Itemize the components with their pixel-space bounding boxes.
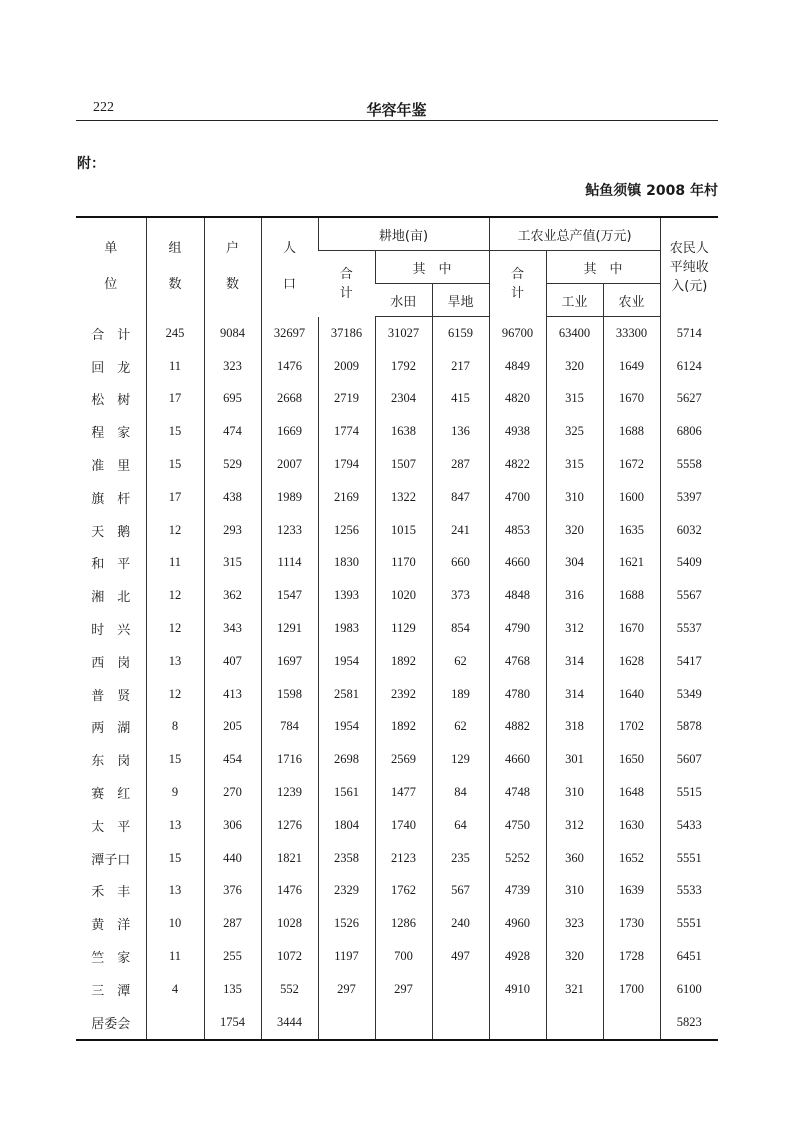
- table-cell: 5252: [489, 842, 546, 875]
- table-cell: [432, 973, 489, 1006]
- table-cell: 17: [146, 383, 204, 416]
- table-row: [76, 317, 718, 350]
- table-cell: 1804: [318, 809, 375, 842]
- table-cell: 4750: [489, 809, 546, 842]
- table-row: [76, 743, 718, 776]
- table-cell: 310: [546, 875, 603, 908]
- table-cell: 784: [261, 711, 318, 744]
- unit-name-cell: 旗 杆: [91, 491, 131, 507]
- table-cell: 135: [204, 973, 261, 1006]
- unit-name-cell: 普 贤: [91, 688, 131, 704]
- table-cell: 2304: [375, 383, 432, 416]
- table-row: [76, 645, 718, 678]
- table-cell: 4660: [489, 743, 546, 776]
- table-cell: 1672: [603, 448, 660, 481]
- unit-name-cell: 时 兴: [91, 623, 131, 639]
- table-cell: 2581: [318, 678, 375, 711]
- unit-name-cell: 竺 家: [91, 951, 131, 967]
- header-output: 工农业总产值(万元): [489, 217, 660, 251]
- table-cell: 1635: [603, 514, 660, 547]
- table-cell: 1239: [261, 776, 318, 809]
- table-cell: 315: [546, 383, 603, 416]
- table-cell: 323: [204, 350, 261, 383]
- table-cell: 4700: [489, 481, 546, 514]
- table-cell: 4910: [489, 973, 546, 1006]
- table-cell: 4848: [489, 579, 546, 612]
- table-cell: 245: [146, 317, 204, 350]
- unit-name-cell: 准 里: [91, 459, 131, 475]
- table-row: [76, 1006, 718, 1040]
- table-cell: 373: [432, 579, 489, 612]
- table-cell: 5823: [660, 1006, 718, 1040]
- header-farmland-of-which: 其 中: [375, 251, 489, 284]
- table-cell: 37186: [318, 317, 375, 350]
- header-output-total: 合 计: [489, 251, 546, 317]
- table-cell: 376: [204, 875, 261, 908]
- table-cell: 4: [146, 973, 204, 1006]
- table-cell: 1507: [375, 448, 432, 481]
- table-cell: 1954: [318, 711, 375, 744]
- table-cell: 847: [432, 481, 489, 514]
- table-cell: 4739: [489, 875, 546, 908]
- table-cell: 15: [146, 448, 204, 481]
- table-row: [76, 415, 718, 448]
- table-cell: 4928: [489, 940, 546, 973]
- table-cell: 306: [204, 809, 261, 842]
- table-cell: 13: [146, 875, 204, 908]
- table-cell: 2169: [318, 481, 375, 514]
- unit-name-cell: 合 计: [91, 327, 131, 343]
- table-row: [76, 481, 718, 514]
- table-cell: 297: [375, 973, 432, 1006]
- table-cell: 5533: [660, 875, 718, 908]
- table-cell: 360: [546, 842, 603, 875]
- table-cell: 1598: [261, 678, 318, 711]
- table-cell: 1792: [375, 350, 432, 383]
- table-cell: 1688: [603, 415, 660, 448]
- table-cell: 96700: [489, 317, 546, 350]
- table-cell: [489, 1006, 546, 1040]
- table-cell: 320: [546, 350, 603, 383]
- table-cell: [603, 1006, 660, 1040]
- table-cell: 12: [146, 514, 204, 547]
- table-cell: 1628: [603, 645, 660, 678]
- table-cell: 4938: [489, 415, 546, 448]
- table-cell: 6032: [660, 514, 718, 547]
- table-cell: 1688: [603, 579, 660, 612]
- table-cell: 12: [146, 612, 204, 645]
- table-row: [76, 547, 718, 580]
- table-cell: 497: [432, 940, 489, 973]
- table-cell: 217: [432, 350, 489, 383]
- table-row: [76, 875, 718, 908]
- table-cell: 136: [432, 415, 489, 448]
- table-cell: 5409: [660, 547, 718, 580]
- table-row: [76, 350, 718, 383]
- running-title: 华容年鉴: [366, 101, 427, 119]
- table-cell: 11: [146, 350, 204, 383]
- table-row: [76, 973, 718, 1006]
- table-cell: 15: [146, 842, 204, 875]
- table-row: [76, 383, 718, 416]
- table-cell: 240: [432, 907, 489, 940]
- table-cell: 415: [432, 383, 489, 416]
- table-cell: 320: [546, 940, 603, 973]
- table-cell: 1286: [375, 907, 432, 940]
- header-agriculture: 农业: [603, 284, 660, 317]
- table-cell: 1114: [261, 547, 318, 580]
- unit-name-cell: 太 平: [91, 819, 131, 835]
- table-cell: 12: [146, 678, 204, 711]
- unit-name-cell: 回 龙: [91, 360, 131, 376]
- table-cell: 287: [432, 448, 489, 481]
- table-cell: 321: [546, 973, 603, 1006]
- header-population: 人 口: [261, 217, 318, 317]
- table-cell: 15: [146, 743, 204, 776]
- table-cell: 255: [204, 940, 261, 973]
- table-cell: 1291: [261, 612, 318, 645]
- section-label: 附：: [77, 156, 105, 172]
- unit-name-cell: 天 鹅: [91, 524, 131, 540]
- table-cell: 413: [204, 678, 261, 711]
- table-cell: 5714: [660, 317, 718, 350]
- table-cell: 293: [204, 514, 261, 547]
- table-cell: 12: [146, 579, 204, 612]
- table-cell: 1730: [603, 907, 660, 940]
- table-cell: 2392: [375, 678, 432, 711]
- table-cell: 1028: [261, 907, 318, 940]
- table-cell: 1393: [318, 579, 375, 612]
- table-cell: [318, 1006, 375, 1040]
- table-cell: 241: [432, 514, 489, 547]
- table-cell: 2719: [318, 383, 375, 416]
- table-cell: 440: [204, 842, 261, 875]
- table-cell: 1561: [318, 776, 375, 809]
- table-cell: 6100: [660, 973, 718, 1006]
- table-cell: 695: [204, 383, 261, 416]
- table-cell: 1702: [603, 711, 660, 744]
- table-cell: 314: [546, 678, 603, 711]
- table-cell: 4790: [489, 612, 546, 645]
- table-cell: 320: [546, 514, 603, 547]
- table-cell: 1716: [261, 743, 318, 776]
- table-cell: 1670: [603, 612, 660, 645]
- table-row: [76, 776, 718, 809]
- table-cell: 1072: [261, 940, 318, 973]
- table-cell: 5515: [660, 776, 718, 809]
- table-cell: 5567: [660, 579, 718, 612]
- village-statistics-table: [76, 216, 718, 1041]
- unit-name-cell: 赛 红: [91, 787, 131, 803]
- table-cell: 1774: [318, 415, 375, 448]
- table-cell: 287: [204, 907, 261, 940]
- table-cell: 2329: [318, 875, 375, 908]
- table-cell: 1476: [261, 875, 318, 908]
- unit-name-cell: 居委会: [76, 1006, 146, 1040]
- table-cell: 438: [204, 481, 261, 514]
- table-row: [76, 514, 718, 547]
- table-cell: 567: [432, 875, 489, 908]
- table-cell: 316: [546, 579, 603, 612]
- table-cell: 310: [546, 481, 603, 514]
- table-cell: 1322: [375, 481, 432, 514]
- table-cell: 17: [146, 481, 204, 514]
- table-cell: 1700: [603, 973, 660, 1006]
- table-cell: 454: [204, 743, 261, 776]
- unit-name-cell: 潭子口: [91, 852, 131, 868]
- table-cell: 4960: [489, 907, 546, 940]
- unit-name-cell: 黄 洋: [91, 918, 131, 934]
- table-row: [76, 907, 718, 940]
- table-cell: 2358: [318, 842, 375, 875]
- unit-name-cell: 松 树: [91, 393, 131, 409]
- table-cell: 9084: [204, 317, 261, 350]
- table-cell: 1621: [603, 547, 660, 580]
- table-cell: 310: [546, 776, 603, 809]
- table-cell: 33300: [603, 317, 660, 350]
- table-row: [76, 448, 718, 481]
- table-cell: 1547: [261, 579, 318, 612]
- unit-name-cell: 两 湖: [91, 721, 131, 737]
- table-cell: 1526: [318, 907, 375, 940]
- table-cell: 474: [204, 415, 261, 448]
- table-cell: 5551: [660, 842, 718, 875]
- table-cell: 301: [546, 743, 603, 776]
- table-cell: [546, 1006, 603, 1040]
- table-cell: 10: [146, 907, 204, 940]
- table-cell: 1129: [375, 612, 432, 645]
- table-cell: 1670: [603, 383, 660, 416]
- table-cell: 362: [204, 579, 261, 612]
- header-paddy: 水田: [375, 284, 432, 317]
- table-cell: 1669: [261, 415, 318, 448]
- table-cell: 4820: [489, 383, 546, 416]
- table-cell: 13: [146, 809, 204, 842]
- header-income: 农民人 平纯收 入(元): [660, 217, 718, 317]
- header-groups: 组 数: [146, 217, 204, 317]
- table-cell: 343: [204, 612, 261, 645]
- table-cell: 5607: [660, 743, 718, 776]
- table-cell: 6451: [660, 940, 718, 973]
- table-cell: 1639: [603, 875, 660, 908]
- table-cell: 84: [432, 776, 489, 809]
- table-cell: 407: [204, 645, 261, 678]
- table-cell: 529: [204, 448, 261, 481]
- table-cell: 1740: [375, 809, 432, 842]
- table-cell: 1728: [603, 940, 660, 973]
- table-cell: 31027: [375, 317, 432, 350]
- table-cell: 854: [432, 612, 489, 645]
- table-cell: 1830: [318, 547, 375, 580]
- table-cell: 1015: [375, 514, 432, 547]
- table-cell: 1630: [603, 809, 660, 842]
- table-cell: 1754: [204, 1006, 261, 1040]
- table-row: [76, 711, 718, 744]
- table-cell: 1821: [261, 842, 318, 875]
- table-cell: 4780: [489, 678, 546, 711]
- table-cell: 2668: [261, 383, 318, 416]
- table-cell: 1650: [603, 743, 660, 776]
- unit-name-cell: 三 潭: [91, 983, 131, 999]
- table-cell: 1477: [375, 776, 432, 809]
- unit-name-cell: 东 岗: [91, 754, 131, 770]
- table-body: [76, 317, 718, 1040]
- unit-name-cell: 程 家: [91, 426, 131, 442]
- table-cell: 205: [204, 711, 261, 744]
- table-cell: 129: [432, 743, 489, 776]
- table-cell: 270: [204, 776, 261, 809]
- table-cell: 15: [146, 415, 204, 448]
- table-cell: 62: [432, 645, 489, 678]
- table-cell: 4822: [489, 448, 546, 481]
- table-cell: 235: [432, 842, 489, 875]
- table-cell: 6124: [660, 350, 718, 383]
- table-cell: 325: [546, 415, 603, 448]
- table-row: [76, 940, 718, 973]
- table-cell: 1197: [318, 940, 375, 973]
- table-cell: 2007: [261, 448, 318, 481]
- table-cell: 9: [146, 776, 204, 809]
- table-cell: [375, 1006, 432, 1040]
- table-cell: 6159: [432, 317, 489, 350]
- table-row: [76, 612, 718, 645]
- table-cell: 63400: [546, 317, 603, 350]
- table-cell: 1600: [603, 481, 660, 514]
- header-unit: 单 位: [76, 217, 146, 317]
- header-farmland: 耕地(亩): [318, 217, 489, 251]
- table-cell: 5627: [660, 383, 718, 416]
- table-cell: 1256: [318, 514, 375, 547]
- table-cell: 2009: [318, 350, 375, 383]
- table-cell: 1276: [261, 809, 318, 842]
- table-row: [76, 678, 718, 711]
- table-cell: 64: [432, 809, 489, 842]
- table-cell: 62: [432, 711, 489, 744]
- table-cell: 323: [546, 907, 603, 940]
- table-row: [76, 842, 718, 875]
- table-cell: 2123: [375, 842, 432, 875]
- table-cell: 5551: [660, 907, 718, 940]
- table-cell: 4748: [489, 776, 546, 809]
- table-cell: 312: [546, 612, 603, 645]
- table-cell: 11: [146, 547, 204, 580]
- table-cell: 8: [146, 711, 204, 744]
- table-cell: 5433: [660, 809, 718, 842]
- table-cell: 2698: [318, 743, 375, 776]
- table-cell: 4853: [489, 514, 546, 547]
- table-cell: 1233: [261, 514, 318, 547]
- unit-name-cell: 湘 北: [91, 590, 131, 606]
- table-cell: 552: [261, 973, 318, 1006]
- table-cell: 5878: [660, 711, 718, 744]
- table-cell: 5397: [660, 481, 718, 514]
- header-dryland: 旱地: [432, 284, 489, 317]
- table-cell: 3444: [261, 1006, 318, 1040]
- table-cell: 6806: [660, 415, 718, 448]
- table-cell: 1640: [603, 678, 660, 711]
- table-cell: 1697: [261, 645, 318, 678]
- table-cell: 700: [375, 940, 432, 973]
- table-cell: 5349: [660, 678, 718, 711]
- table-cell: [146, 1006, 204, 1040]
- table-cell: 1892: [375, 711, 432, 744]
- table-cell: 13: [146, 645, 204, 678]
- table-cell: 318: [546, 711, 603, 744]
- page-number: 222: [93, 100, 114, 115]
- header-farmland-total: 合 计: [339, 266, 353, 301]
- table-cell: 4660: [489, 547, 546, 580]
- unit-name-cell: 西 岗: [91, 655, 131, 671]
- table-cell: 1476: [261, 350, 318, 383]
- unit-name-cell: 和 平: [91, 557, 131, 573]
- table-cell: 5537: [660, 612, 718, 645]
- table-cell: 1020: [375, 579, 432, 612]
- table-cell: 1954: [318, 645, 375, 678]
- table-cell: 1652: [603, 842, 660, 875]
- table-cell: 1794: [318, 448, 375, 481]
- table-cell: 4768: [489, 645, 546, 678]
- table-cell: 1648: [603, 776, 660, 809]
- table-cell: 1649: [603, 350, 660, 383]
- header-households: 户 数: [204, 217, 261, 317]
- table-cell: 5558: [660, 448, 718, 481]
- table-cell: 1892: [375, 645, 432, 678]
- table-cell: 312: [546, 809, 603, 842]
- table-cell: 315: [204, 547, 261, 580]
- table-cell: 315: [546, 448, 603, 481]
- table-cell: 1983: [318, 612, 375, 645]
- table-cell: 1638: [375, 415, 432, 448]
- table-caption: 鲇鱼须镇 2008 年村: [585, 183, 718, 199]
- table-cell: 297: [318, 973, 375, 1006]
- table-cell: 314: [546, 645, 603, 678]
- unit-name-cell: 禾 丰: [91, 885, 131, 901]
- table-cell: 4882: [489, 711, 546, 744]
- table-cell: 32697: [261, 317, 318, 350]
- table-row: [76, 809, 718, 842]
- table-cell: 1170: [375, 547, 432, 580]
- header-output-of-which: 其 中: [546, 251, 660, 284]
- header-rule: [76, 120, 718, 121]
- table-row: [76, 579, 718, 612]
- table-cell: 189: [432, 678, 489, 711]
- table-cell: 4849: [489, 350, 546, 383]
- table-cell: 2569: [375, 743, 432, 776]
- table-cell: 660: [432, 547, 489, 580]
- table-cell: [432, 1006, 489, 1040]
- table-cell: 304: [546, 547, 603, 580]
- table-cell: 5417: [660, 645, 718, 678]
- table-cell: 11: [146, 940, 204, 973]
- header-industry: 工业: [546, 284, 603, 317]
- table-cell: 1989: [261, 481, 318, 514]
- table-cell: 1762: [375, 875, 432, 908]
